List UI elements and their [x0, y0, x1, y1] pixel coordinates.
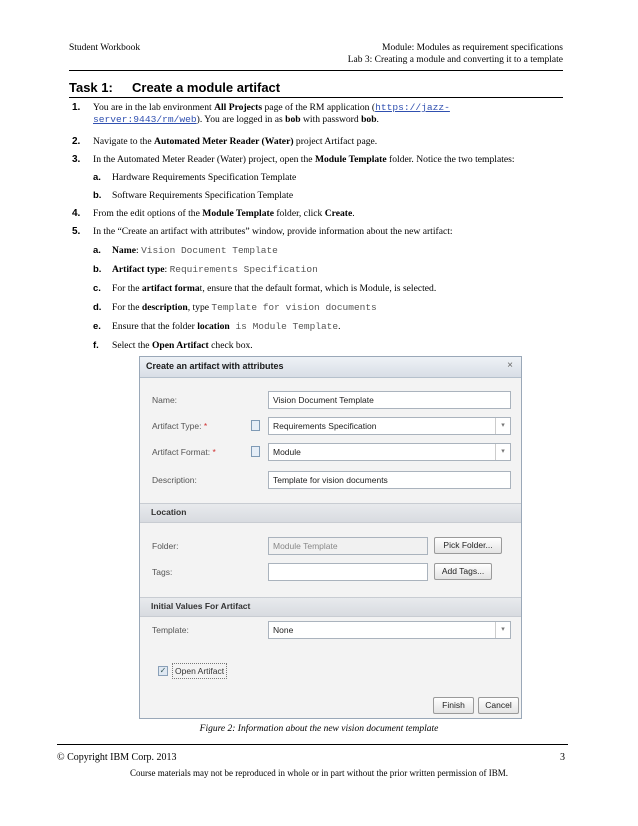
chevron-down-icon[interactable]: ▾ — [495, 418, 510, 434]
step-5c-number: c. — [93, 283, 101, 294]
initial-values-section: Initial Values For Artifact — [140, 597, 521, 617]
document-icon — [251, 420, 260, 431]
step-2-number: 2. — [72, 136, 81, 147]
name-label: Name: — [152, 395, 178, 405]
dialog-title: Create an artifact with attributes — [146, 361, 284, 371]
step-5d-text: For the description, type Template for vision documents — [112, 302, 377, 313]
task-number: Task 1: — [69, 80, 113, 95]
open-artifact-checkbox[interactable]: ✓ — [159, 666, 167, 675]
folder-label: Folder: — [152, 541, 179, 551]
step-5d-number: d. — [93, 302, 102, 313]
create-artifact-dialog — [139, 356, 522, 719]
tags-field[interactable] — [268, 563, 428, 581]
step-5e-number: e. — [93, 321, 101, 332]
step-5c-text: For the artifact format, ensure that the default format, which is Module, is selected. — [112, 283, 437, 294]
folder-field[interactable]: Module Template — [268, 537, 428, 555]
footer-page-number: 3 — [560, 752, 565, 763]
location-section: Location — [140, 503, 521, 523]
figure-caption: Figure 2: Information about the new vision document template — [199, 724, 439, 734]
step-4-text: From the edit options of the Module Template folder, click Create. — [93, 208, 355, 219]
pick-folder-button[interactable]: Pick Folder... — [434, 537, 502, 554]
step-5b-number: b. — [93, 264, 102, 275]
name-field[interactable]: Vision Document Template — [268, 391, 511, 409]
artifact-format-select[interactable]: Module ▾ — [268, 443, 511, 461]
footer-copyright: © Copyright IBM Corp. 2013 — [57, 752, 177, 763]
header-rule — [69, 70, 563, 71]
header-left: Student Workbook — [69, 43, 141, 53]
document-icon — [251, 446, 260, 457]
step-3-text: In the Automated Meter Reader (Water) project, open the Module Template folder. Notice the two templates: — [93, 154, 515, 165]
step-1-text: You are in the lab environment All Projects page of the RM application (https://jazz- server:9443/rm/web). You are logged in as bob with password bob. — [93, 102, 450, 125]
step-3a-text: Hardware Requirements Specification Template — [112, 172, 297, 183]
chevron-down-icon[interactable]: ▾ — [495, 444, 510, 460]
step-2-text: Navigate to the Automated Meter Reader (Water) project Artifact page. — [93, 136, 378, 147]
artifact-type-label: Artifact Type: * — [152, 421, 208, 431]
step-1-number: 1. — [72, 102, 81, 113]
description-label: Description: — [152, 475, 197, 485]
finish-button[interactable]: Finish — [433, 697, 474, 714]
step-5b-text: Artifact type: Requirements Specification — [112, 264, 318, 275]
task-title: Create a module artifact — [132, 80, 281, 95]
task-rule — [69, 97, 563, 98]
step-4-number: 4. — [72, 208, 81, 219]
step-5f-number: f. — [93, 340, 99, 351]
step-3b-text: Software Requirements Specification Template — [112, 190, 294, 201]
open-artifact-label[interactable]: Open Artifact — [172, 663, 227, 679]
header-right-line1: Module: Modules as requirement specifications — [382, 43, 563, 53]
description-field[interactable]: Template for vision documents — [268, 471, 511, 489]
chevron-down-icon[interactable]: ▾ — [495, 622, 510, 638]
step-5-text: In the “Create an artifact with attributes” window, provide information about the new artifact: — [93, 226, 453, 237]
dialog-title-bar — [140, 357, 521, 378]
footer-notice: Course materials may not be reproduced in whole or in part without the prior written permission of IBM. — [130, 768, 508, 778]
header-right-line2: Lab 3: Creating a module and converting it to a template — [347, 55, 563, 65]
template-select[interactable]: None ▾ — [268, 621, 511, 639]
close-icon[interactable]: × — [507, 360, 513, 371]
step-5a-text: Name: Vision Document Template — [112, 245, 278, 256]
template-label: Template: — [152, 625, 189, 635]
step-5f-text: Select the Open Artifact check box. — [112, 340, 253, 351]
lab-url-link-cont[interactable]: server:9443/rm/web — [93, 114, 197, 125]
step-3b-number: b. — [93, 190, 102, 201]
add-tags-button[interactable]: Add Tags... — [434, 563, 492, 580]
step-5e-text: Ensure that the folder location is Module Template. — [112, 321, 341, 332]
artifact-format-label: Artifact Format: * — [152, 447, 216, 457]
step-3-number: 3. — [72, 154, 81, 165]
step-5-number: 5. — [72, 226, 81, 237]
step-5a-number: a. — [93, 245, 101, 256]
cancel-button[interactable]: Cancel — [478, 697, 519, 714]
tags-label: Tags: — [152, 567, 173, 577]
footer-rule — [57, 744, 568, 745]
artifact-type-select[interactable]: Requirements Specification ▾ — [268, 417, 511, 435]
step-3a-number: a. — [93, 172, 101, 183]
lab-url-link[interactable]: https://jazz- — [375, 102, 450, 113]
